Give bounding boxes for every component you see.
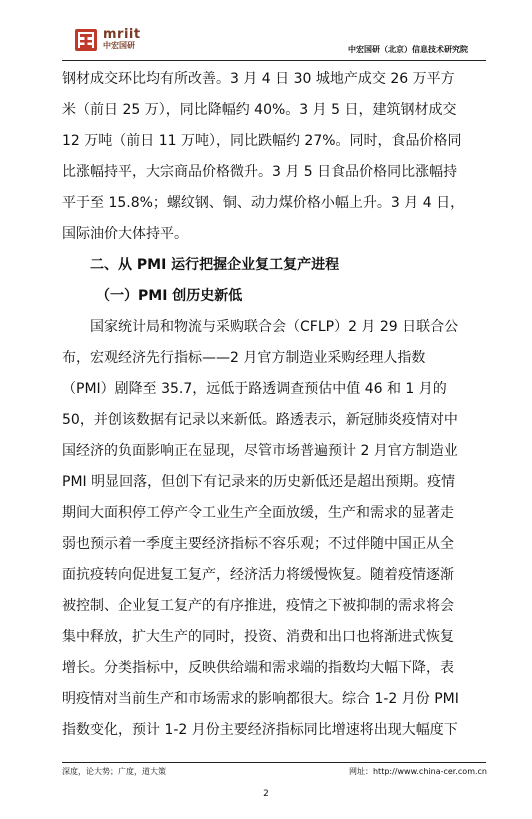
text-line: 比涨幅持平，大宗商品价格微升。3 月 5 日食品价格同比涨幅持 [62,164,458,180]
organization-name: 中宏国研（北京）信息技术研究院 [348,45,468,54]
section-heading: 二、从 PMI 运行把握企业复工复产进程 [90,257,340,273]
text-line: 明疫情对当前生产和市场需求的影响都很大。综合 1-2 月份 PMI [62,691,459,707]
text-line: 50，并创该数据有记录以来新低。路透表示，新冠肺炎疫情对中 [62,412,458,428]
page-header [0,0,532,66]
text-line: 面抗疫转向促进复工复产，经济活力将缓慢恢复。随着疫情逐渐 [62,567,454,583]
text-line: 弱也预示着一季度主要经济指标不容乐观；不过伴随中国正从全 [62,536,454,552]
company-logo [74,28,194,52]
subsection-heading: （一）PMI 创历史新低 [96,288,243,304]
text-line: （PMI）剧降至 35.7，远低于路透调查预估中值 46 和 1 月的 [62,381,447,397]
header-divider [62,60,486,61]
footer-slogan: 深度，论大势；广度，道大策 [62,767,166,776]
text-line: 被控制、企业复工复产的有序推进，疫情之下被抑制的需求将会 [62,598,454,614]
footer-divider [62,762,486,763]
text-line: 布，宏观经济先行指标——2 月官方制造业采购经理人指数 [62,350,426,366]
page-number: 2 [263,789,269,799]
footer-website: 网址：http://www.china-cer.com.cn [348,767,487,776]
text-line: PMI 明显回落，但创下有记录来的历史新低还是超出预期。疫情 [62,474,456,490]
logo-mark-icon [74,28,98,52]
text-line: 指数变化，预计 1-2 月份主要经济指标同比增速将出现大幅度下 [62,722,458,738]
text-line: 增长。分类指标中，反映供给端和需求端的指数均大幅下降，表 [62,660,454,676]
text-line: 钢材成交环比均有所改善。3 月 4 日 30 城地产成交 26 万平方 [62,71,455,87]
text-line: 米（前日 25 万），同比降幅约 40%。3 月 5 日，建筑钢材成交 [62,102,457,118]
text-line: 12 万吨（前日 11 万吨），同比跌幅约 27%。同时，食品价格同 [62,133,462,149]
text-line: 国经济的负面影响正在显现，尽管市场普遍预计 2 月官方制造业 [62,443,458,459]
paragraph-first-line: 国家统计局和物流与采购联合会（CFLP）2 月 29 日联合公 [90,319,459,335]
text-line: 集中释放，扩大生产的同时，投资、消费和出口也将渐进式恢复 [62,629,454,645]
text-line: 平于至 15.8%；螺纹钢、铜、动力煤价格小幅上升。3 月 4 日， [62,195,465,211]
logo-name: mriit [103,27,141,42]
text-line: 期间大面积停工停产令工业生产全面放缓，生产和需求的显著走 [62,505,454,521]
logo-subtitle: 中宏国研 [103,41,135,50]
text-line: 国际油价大体持平。 [62,226,188,242]
document-body [62,64,488,746]
